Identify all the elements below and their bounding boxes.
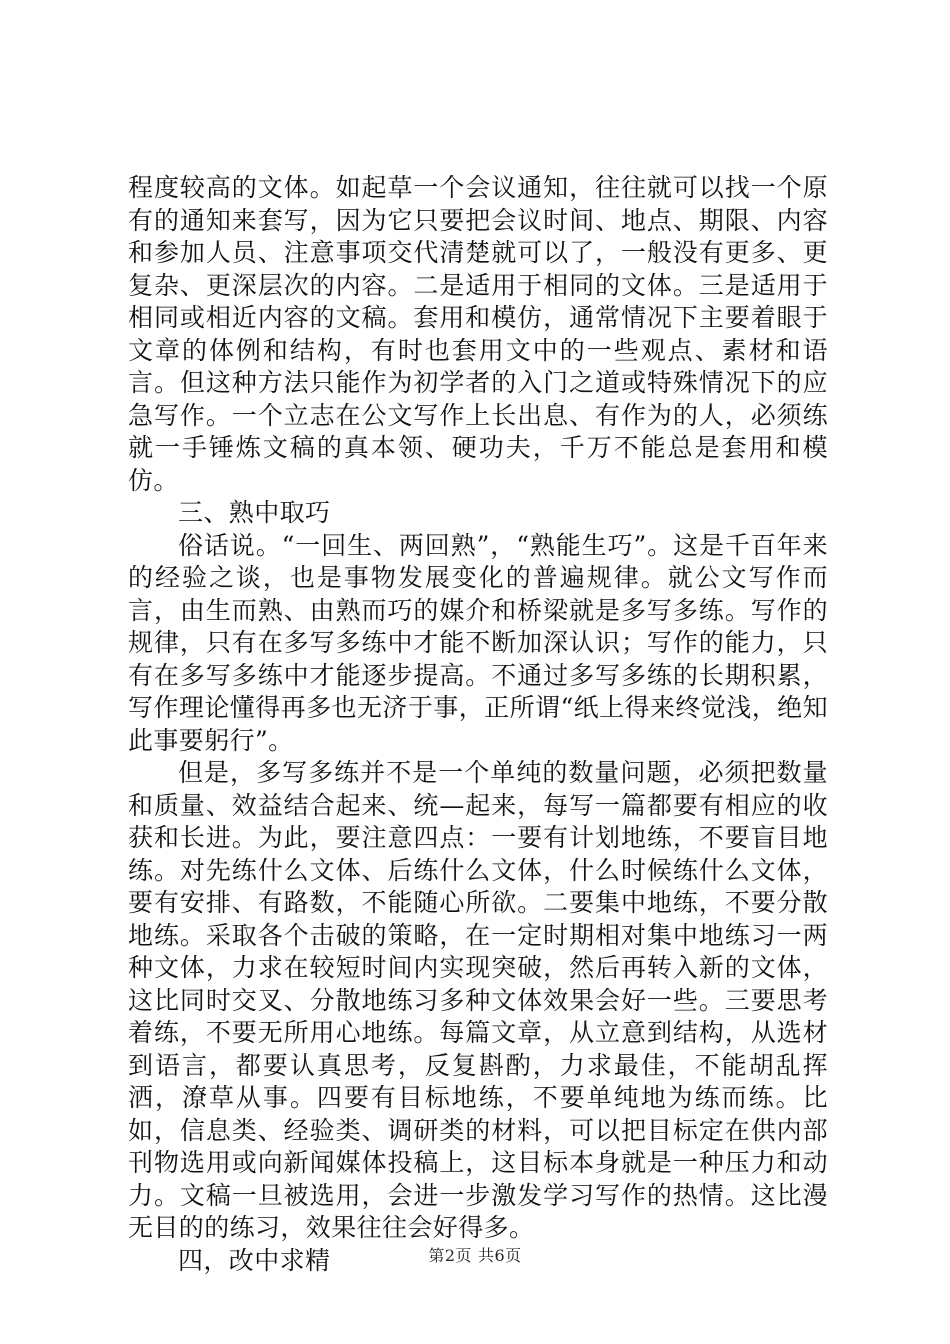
section-heading-4: 四，改中求精 bbox=[178, 1245, 331, 1275]
paragraph-practice-points: 但是，多写多练并不是一个单纯的数量问题，必须把数量和质量、效益结合起来、统—起来，每写一篇都要有相应的收获和长进。为此，要注意四点：一要有计划地练，不要盲目地练。对先练什么文体、后练什么文体，什么时候练什么文体，要有安排、有路数，不能随心所欲。二要集中地练，不要分散地练。采取各个击破的策略，在一定时期相对集中地练习一两种文体，力求在较短时间内实现突破，然后再转入新的文体，这比同时交叉、分散地练习多种文体效果会好一些。三要思考着练，不要无所用心地练。每篇文章，从立意到结构，从选材到语言，都要认真思考，反复斟酌，力求最佳，不能胡乱挥洒，潦草从事。四要有目标地练，不要单纯地为练而练。比如，信息类、经验类、调研类的材料，可以把目标定在供内部刊物选用或向新闻媒体投稿上，这目标本身就是一种压力和动力。文稿一旦被选用，会进一步激发学习写作的热情。这比漫无目的的练习，效果往往会好得多。 bbox=[128, 758, 828, 1242]
section-heading-3: 三、熟中取巧 bbox=[178, 498, 331, 527]
page-total: 共6页 bbox=[478, 1246, 522, 1265]
paragraph-continued: 程度较高的文体。如起草一个会议通知，往往就可以找一个原有的通知来套写，因为它只要把会议时间、地点、期限、内容和参加人员、注意事项交代清楚就可以了，一般没有更多、更复杂、更深层次的内容。二是适用于相同的文体。三是适用于相同或相近内容的文稿。套用和模仿，通常情况下主要着眼于文章的体例和结构，有时也套用文中的一些观点、素材和语言。但这种方法只能作为初学者的入门之道或特殊情况下的应急写作。一个立志在公文写作上长出息、有作为的人，必须练就一手锤炼文稿的真本领、硬功夫，千万不能总是套用和模仿。 bbox=[128, 173, 828, 495]
paragraph-practice-intro: 俗话说。“一回生、两回熟”，“熟能生巧”。这是千百年来的经验之谈，也是事物发展变化的普遍规律。就公文写作而言，由生而熟、由熟而巧的媒介和桥梁就是多写多练。写作的规律，只有在多写多练中才能不断加深认识；写作的能力，只有在多写多练中才能逐步提高。不通过多写多练的长期积累，写作理论懂得再多也无济于事，正所谓“纸上得来终觉浅，绝知此事要躬行”。 bbox=[128, 530, 828, 755]
document-body bbox=[128, 172, 828, 1277]
page-number: 第2页 bbox=[428, 1246, 472, 1265]
page-footer bbox=[0, 1243, 950, 1266]
